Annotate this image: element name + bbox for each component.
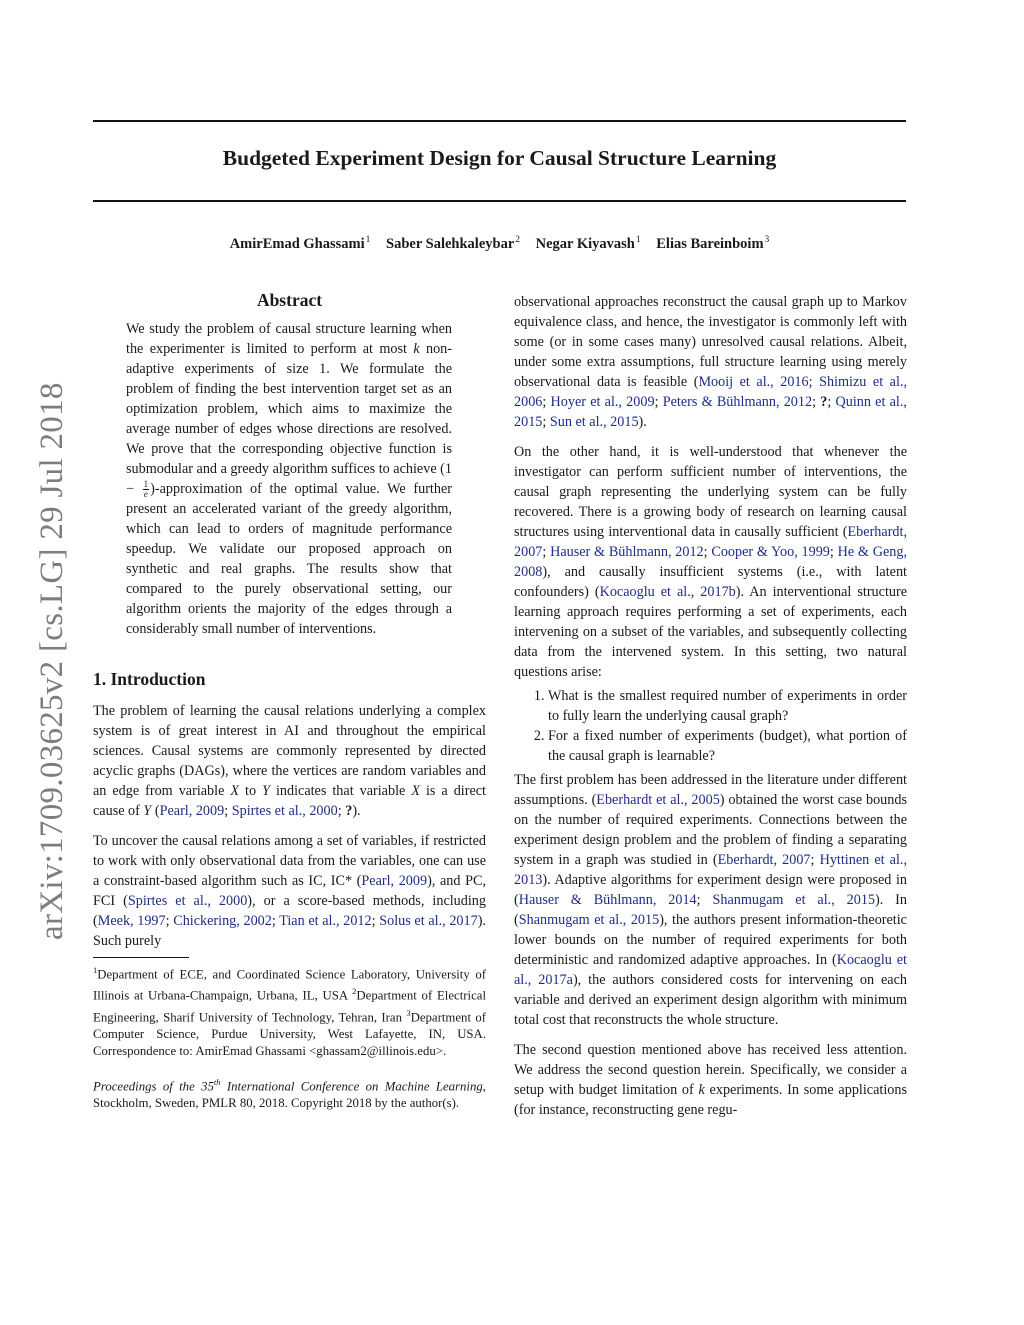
list-item: 2. For a fixed number of experiments (budget), what portion of the causal graph is learnable? bbox=[548, 726, 907, 766]
citation-link[interactable]: Solus et al., 2017 bbox=[379, 913, 478, 930]
fraction: $\frac{1}{e}$ bbox=[143, 479, 149, 500]
citation-link[interactable]: Pearl, 2009 bbox=[159, 803, 225, 820]
citation-link[interactable]: Cooper & Yoo, 1999 bbox=[711, 544, 830, 560]
list-item: 1. What is the smallest required number of experiments in order to fully learn the underlying causal graph? bbox=[548, 686, 907, 726]
citation-link[interactable]: Chickering, 2002 bbox=[173, 913, 272, 930]
intro-paragraph-2: To uncover the causal relations among a set of variables, if restricted to work with only observational data from the variables, one can use a constraint-based algorithm such as IC, IC* (Pearl, 2009), and PC, FCI (Spirtes et al., 2000), or a score-based methods, including (Meek, 1997; Chickering, 2002; Tian et al., 2012; Solus et al., 2017). Such purely bbox=[93, 833, 487, 950]
author-list bbox=[93, 235, 906, 253]
top-rule bbox=[93, 120, 906, 122]
citation-link[interactable]: Eberhardt et al., 2005 bbox=[596, 792, 720, 808]
footnote-separator bbox=[93, 957, 189, 958]
intro-paragraph-6: The second question mentioned above has received less attention. We address the second question herein. Specifically, we consider a setup with budget limitation of k experiments. In some applications (for instance, reconstructing gene regu- bbox=[514, 1042, 907, 1118]
proceedings-notice: Proceedings of the 35th International Conference on Machine Learning, Stockholm, Sweden, PMLR 80, 2018. Copyright 2018 by the author(s). bbox=[93, 1076, 486, 1111]
author: Negar Kiyavash$^1$ bbox=[535, 235, 641, 252]
citation-link[interactable]: Shimizu et al., 2006 bbox=[514, 374, 907, 410]
intro-paragraph-5: The first problem has been addressed in the literature under different assumptions. (Eberhardt et al., 2005) obtained the worst case bounds on the number of required experiments. Connections between the experiment design problem and the problem of finding a separating system in a graph was studied in (Eberhardt, 2007; Hyttinen et al., 2013). Adaptive algorithms for experiment design were proposed in (Hauser & Bühlmann, 2014; Shanmugam et al., 2015). In (Shanmugam et al., 2015), the authors present information-theoretic lower bounds on the number of required experiments for both deterministic and randomized adaptive approaches. In (Kocaoglu et al., 2017a), the authors considered costs for intervening on each variable and derived an experiment design algorithm with minimum total cost that reconstructs the whole structure. bbox=[514, 772, 907, 1028]
intro-paragraph-1: The problem of learning the causal relations underlying a complex system is of great interest in AI and throughout the empirical sciences. Causal systems are commonly represented by directed acyclic graphs (DAGs), where the vertices are random variables and an edge from variable X to Y indicates that variable X is a direct cause of Y (Pearl, 2009; Spirtes et al., 2000; ?). bbox=[93, 703, 486, 820]
author: Saber Salehkaleybar$^2$ bbox=[386, 235, 521, 252]
affiliation-footnotes: $^1$Department of ECE, and Coordinated Science Laboratory, University of Illinois at Urbana-Champaign, Urbana, IL, USA $^2$Department of Electrical Engineering, Sharif University of Technology, Tehran, Iran $^3$Department of Computer Science, Purdue University, West Lafayette, IN, USA. Correspondence to: AmirEmad Ghassami <ghassam2@illinois.edu>. bbox=[93, 965, 486, 1058]
citation-link[interactable]: Kocaoglu et al., 2017a bbox=[514, 952, 907, 988]
citation-link[interactable]: Pearl, 2009 bbox=[361, 873, 428, 890]
citation-link[interactable]: Eberhardt, 2007 bbox=[514, 524, 907, 560]
abstract-heading: Abstract bbox=[256, 290, 323, 310]
author: Elias Bareinboim$^3$ bbox=[656, 235, 770, 252]
bottom-title-rule bbox=[93, 200, 906, 202]
abstract-text: We study the problem of causal structure learning when the experimenter is limited to perform at most k non-adaptive experiments of size 1. We formulate the problem of finding the best intervention target set as an optimization problem, which aims to maximize the average number of edges whose directions are resolved. We prove that the corresponding objective function is submodular and a greedy algorithm suffices to achieve (1 − $\frac{1}{e}$ )-approximation of the optimal value. We further present an accelerated variant of the greedy algorithm, which can lead to orders of magnitude performance speedup. We validate our proposed approach on synthetic and real graphs. The results show that compared to the purely observational setting, our algorithm orients the majority of the edges through a considerably small number of interventions. bbox=[126, 321, 452, 638]
citation-link[interactable]: Shanmugam et al., 2015 bbox=[712, 892, 876, 908]
left-column bbox=[93, 290, 486, 1112]
citation-link[interactable]: Shanmugam et al., 2015 bbox=[518, 912, 660, 928]
question-list bbox=[514, 686, 907, 766]
citation-link[interactable]: Quinn et al., 2015 bbox=[514, 394, 907, 430]
section-heading-introduction: 1. Introduction bbox=[93, 669, 206, 690]
citation-link[interactable]: Spirtes et al., 2000 bbox=[231, 803, 338, 820]
citation-link[interactable]: Eberhardt, 2007 bbox=[717, 852, 811, 868]
intro-paragraph-3: observational approaches reconstruct the causal graph up to Markov equivalence class, and hence, the investigator is commonly left with some (or in some cases many) unresolved causal relations. Albeit, under some extra assumptions, full structure learning using merely observational data is feasible (Mooij et al., 2016; Shimizu et al., 2006; Hoyer et al., 2009; Peters & Bühlmann, 2012; ?; Quinn et al., 2015; Sun et al., 2015). bbox=[514, 294, 907, 430]
citation-link[interactable]: Hauser & Bühlmann, 2014 bbox=[518, 892, 697, 908]
intro-paragraph-4: On the other hand, it is well-understood that whenever the investigator can perform sufficient number of interventions, the causal graph representing the underlying system can be fully recovered. There is a growing body of research on learning causal structures using interventional data in causally sufficient (Eberhardt, 2007; Hauser & Bühlmann, 2012; Cooper & Yoo, 1999; He & Geng, 2008), and causally insufficient systems (i.e., with latent confounders) (Kocaoglu et al., 2017b). An interventional structure learning approach requires performing a set of experiments, each intervening on a subset of the variables, and subsequently collecting data from the intervened system. In this setting, two natural questions arise: bbox=[514, 444, 908, 680]
citation-link[interactable]: Peters & Bühlmann, 2012 bbox=[662, 394, 813, 410]
arxiv-identifier: arXiv:1709.03625v2 [cs.LG] 29 Jul 2018 bbox=[34, 382, 70, 940]
citation-link[interactable]: Hyttinen et al., 2013 bbox=[514, 852, 907, 888]
citation-link[interactable]: Mooij et al., 2016 bbox=[698, 374, 809, 390]
citation-link[interactable]: Sun et al., 2015 bbox=[549, 414, 639, 430]
right-column bbox=[514, 292, 907, 1120]
citation-link[interactable]: Kocaoglu et al., 2017b bbox=[599, 584, 736, 600]
citation-link[interactable]: Hauser & Bühlmann, 2012 bbox=[550, 544, 704, 560]
citation-link[interactable]: Meek, 1997 bbox=[97, 913, 166, 930]
citation-link[interactable]: He & Geng, 2008 bbox=[514, 544, 907, 580]
author: AmirEmad Ghassami$^1$ bbox=[229, 235, 371, 252]
citation-link[interactable]: Spirtes et al., 2000 bbox=[127, 893, 248, 910]
citation-link[interactable]: Tian et al., 2012 bbox=[279, 913, 372, 930]
citation-link[interactable]: Hoyer et al., 2009 bbox=[550, 394, 655, 410]
paper-title: Budgeted Experiment Design for Causal Structure Learning bbox=[222, 146, 777, 170]
